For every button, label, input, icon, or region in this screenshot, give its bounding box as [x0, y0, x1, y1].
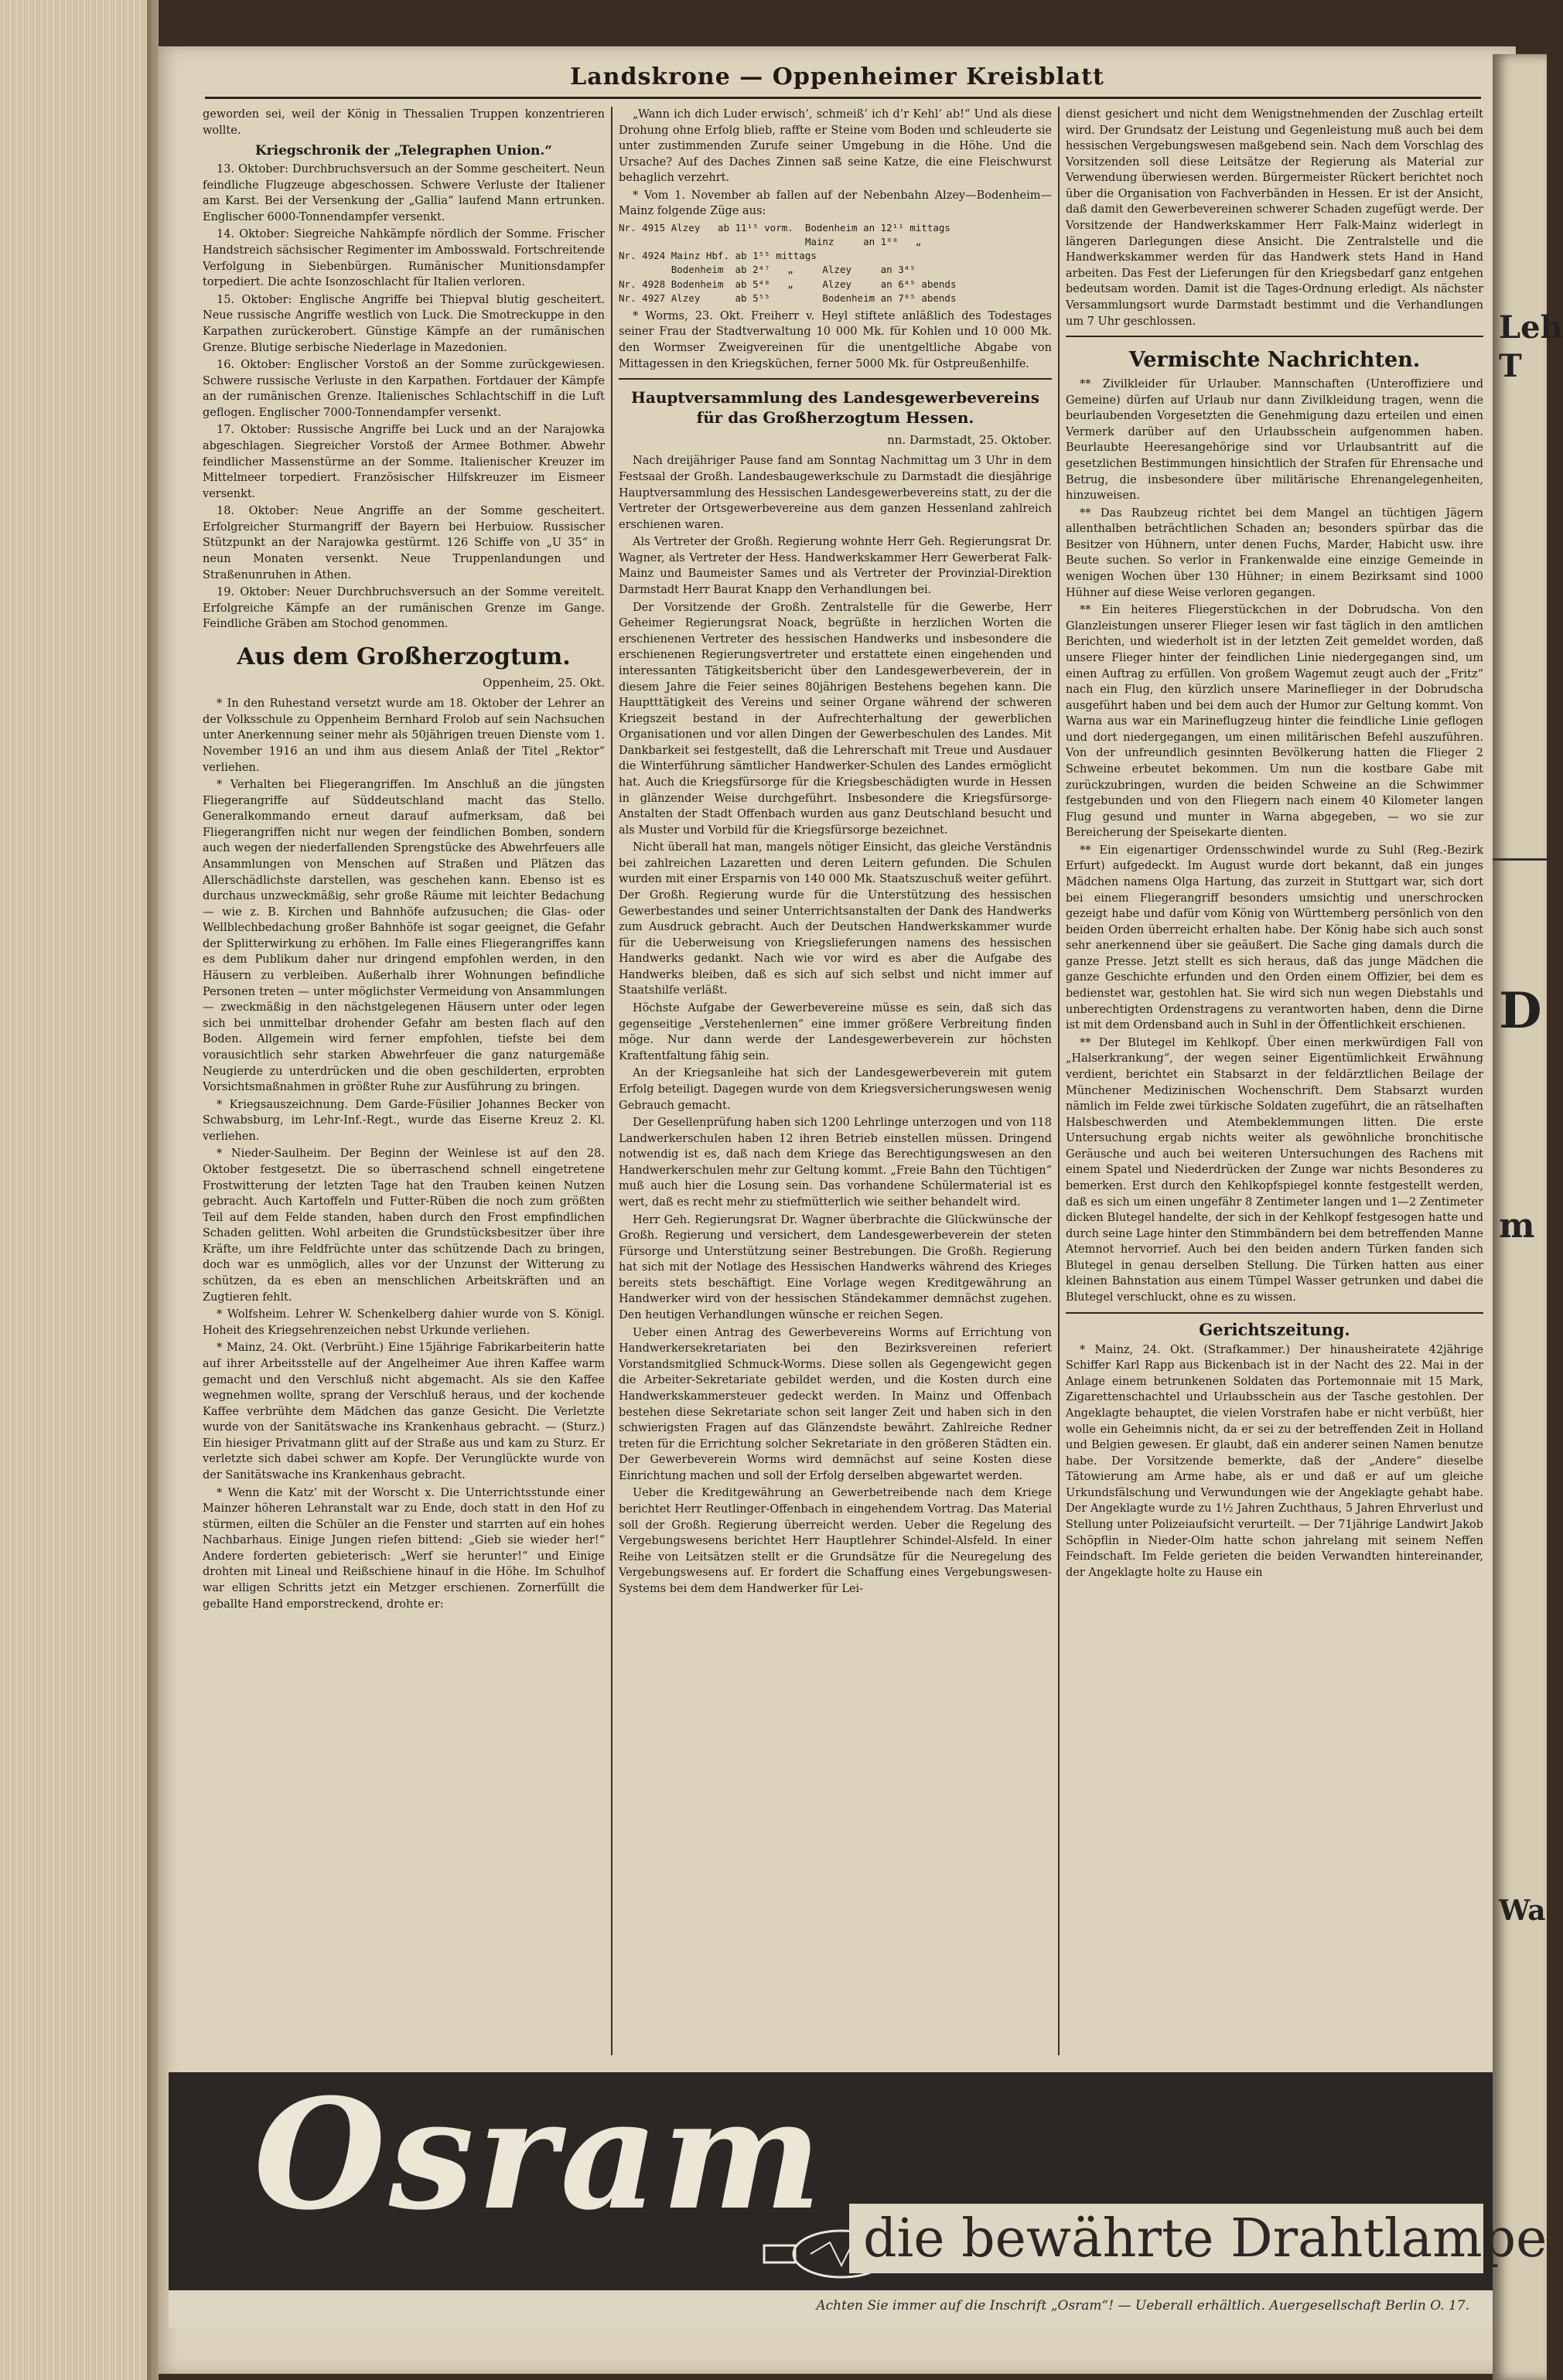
news-item: ** Ein heiteres Fliegerstückchen in der Dobrudscha. Von den Glanzleistungen unserer Flieger lesen wir fast täglich in den amtlichen Berichten, und wiederholt ist in der letzten Zeit gemeldet worden, daß unsere Flieger hinter der feindlichen Linie niedergegangen sind, um einen Auftrag zu erfüllen. Von großem Wagemut zeugt auch der „Fritz“ nach ein Flug, den kürzlich unsere Marineflieger in der Dobrudscha ausgeführt haben und bei dem auch der Humor zur Geltung kommt. Von Warna aus war ein Marineflugzeug hinter die feindliche Linie geflogen und dort niedergegangen, um einen militärischen Befehl auszuführen. Von der unfreundlich gesinnten Bevölkerung hatten die Flieger 2 Schweine erbeutet bekommen. Um nun die kostbare Gabe mit zurückzubringen, wurden die beiden Schweine an die Schwimmer festgebunden und von den Fliegern nach einem 40 Kilometer langen Flug gesund und munter in Warna abgegeben, — wo sie zur Bereicherung der Speisekarte dienten. [1066, 604, 1483, 840]
facing-fragment-5: Wa [1499, 1894, 1546, 1927]
column-1 [203, 107, 605, 1614]
col2-intro: * Vom 1. November ab fallen auf der Nebenbahn Alzey—Bodenheim—Mainz folgende Züge aus: [619, 189, 1052, 218]
news-item: * Kriegsauszeichnung. Dem Garde-Füsilier Johannes Becker von Schwabsburg, im Lehr-Inf.-Regt., wurde das Eiserne Kreuz 2. Kl. verliehen. [203, 1098, 605, 1143]
facing-page-fragment [1493, 54, 1563, 2380]
facing-fragment-1: Leh [1499, 309, 1563, 346]
kriegschronik-title: Kriegschronik der „Telegraphen Union.“ [254, 143, 553, 159]
column-divider [1058, 107, 1060, 2055]
chronik-entry: 13. Oktober: Durchbruchsversuch an der Somme gescheitert. Neun feindliche Flugzeuge abgeschossen. Schwere Verluste der Italiener am Karst. Bei der Versenkung der „Gallia“ laufend Mann ertrunken. Englischer 6000-Tonnendampfer versenkt. [203, 163, 605, 223]
ad-footer: Achten Sie immer auf die Inschrift „Osram“! — Ueberall erhältlich. Auergesellschaft Berlin O. 17. [816, 2298, 1469, 2314]
news-item: * Mainz, 24. Okt. (Strafkammer.) Der hinausheiratete 42jährige Schiffer Karl Rapp aus Bickenbach ist in der Nacht des 22. Mai in der Anlage einem betrunkenen Soldaten das Portemonnaie mit 15 Mark, Zigarettenschachtel und Urlaubsschein aus der Tasche gestohlen. Der Angeklagte behauptet, die vielen Vorstrafen habe er nicht verbüßt, hier wolle ein Geheimnis nicht, da er sei zu der betreffenden Zeit in Holland und Belgien gewesen. Er glaubt, daß ein anderer seinen Namen benutze habe. Der Vorsitzende bemerkte, daß der „Andere“ dieselbe Tätowierung am Arme habe, als er und daß er auf um gleiche Urkundsfälschung und Verwundungen wie der Angeklagte gehabt habe. Der Angeklagte wurde zu 1½ Jahren Zuchthaus, 5 Jahren Ehrverlust und Stellung unter Polizeiaufsicht verurteilt. — Der 71jährige Landwirt Jakob Schöpflin in Nieder-Olm hatte schon jahrelang mit seinem Neffen Feindschaft. Im Felde gerieten die beiden Verwandten hintereinander, der Angeklagte holte zu Hause ein [1066, 1343, 1483, 1579]
news-item: ** Das Raubzeug richtet bei dem Mangel an tüchtigen Jägern allenthalben beträchtlichen Schaden an; besonders spürbar das die Besitzer von Hühnern, unter denen Fuchs, Marder, Habicht usw. ihre Beute suchen. So verlor in Frankenwalde eine einzige Gemeinde in wenigen Wochen über 130 Hühner; in einem Bezirksamt sind 1000 Hühner auf diese Weise verloren gegangen. [1066, 506, 1483, 599]
column-divider [611, 107, 613, 2055]
ad-footer-box [169, 2290, 1493, 2327]
chronik-entry: 14. Oktober: Siegreiche Nahkämpfe nördlich der Somme. Frischer Handstreich sächsischer Regimenter im Ambosswald. Fortschreitende Verfolgung in Siebenbürgen. Rumänischer Munitionsdampfer torpediert. Die achte Isonzoschlacht für Italien verloren. [203, 228, 605, 289]
article-paragraph: Nicht überall hat man, mangels nötiger Einsicht, das gleiche Verständnis bei zahlreichen Lazaretten und deren Leitern gefunden. Die Schulen wurden mit einer Ersparnis von 140 000 Mk. Staatszuschuß weiter geführt. Der Großh. Regierung wurde für die Unterstützung des hessischen Gewerbestandes und seiner Unterrichtsanstalten der Dank des Handwerks zum Ausdruck gebracht. Auch der Deutschen Handwerkskammer wurde für die Ueberweisung von Kriegslieferungen namens des hessischen Handwerks gedankt. Nach wie vor wird es aber die Aufgabe des Handwerks bleiben, daß es sich auf sich selbst und nicht immer auf Staatshilfe verläßt. [619, 841, 1052, 997]
osram-advertisement [169, 2066, 1548, 2327]
article-paragraph: Herr Geh. Regierungsrat Dr. Wagner überbrachte die Glückwünsche der Großh. Regierung und versichert, dem Landesgewerbeverein der steten Fürsorge und Unterstützung seiner Bestrebungen. Die Großh. Regierung hat sich mit der Notlage des Hessischen Handwerks während des Krieges bereits stets beschäftigt. Eine Vorlage wegen Kreditgewährung an Handwerker wird von der hessischen Ständekammer demnächst zugehen. Den heutigen Verhandlungen wünsche er reichen Segen. [619, 1213, 1052, 1322]
news-item: ** Der Blutegel im Kehlkopf. Über einen merkwürdigen Fall von „Halserkrankung“, der wegen seiner Eigentümlichkeit Erwähnung verdient, berichtet ein Stabsarzt in der feldärztlichen Beilage der Münchener Medizinischen Wochenschrift. Dem Stabsarzt wurden nämlich im Felde zwei türkische Soldaten zugeführt, die an rätselhaften Halsbeschwerden und Atembeklemmungen litten. Die erste Untersuchung ergab nichts weiter als gewöhnliche bronchitische Geräusche und auch bei weiteren Untersuchungen des Rachens mit einem Spatel und Niederdrücken der Zunge war nichts Besonderes zu bemerken. Erst durch den Kehlkopfspiegel konnte festgestellt werden, daß es sich um einen ungefähr 8 Zentimeter langen und 1—2 Zentimeter dicken Blutegel handelte, der sich in der Kehlkopf festgesogen hatte und durch seine Lage hinter den Stimmbändern bei dem betreffenden Manne Atemnot hervorrief. Auch bei den beiden andern Türken fanden sich Blutegel in genau derselben Stellung. Die Türken hatten aus einer kleinen Bahnstation aus einem Tümpel Wasser getrunken und dabei die Blutegel verschluckt, ohne es zu wissen. [1066, 1036, 1483, 1304]
facing-fragment-2: T [1499, 348, 1522, 384]
gerichtszeitung-title: Gerichtszeitung. [1199, 1319, 1350, 1339]
masthead: Landskrone — Oppenheimer Kreisblatt [570, 63, 1104, 90]
news-item: ** Zivilkleider für Urlauber. Mannschaften (Unteroffiziere und Gemeine) dürfen auf Urlaub nur dann Zivilkleidung tragen, wenn die beurlaubenden Vorgesetzten die Genehmigung dazu erteilen und einen Vermerk darüber auf den Urlaubsschein aufgenommen haben. Beurlaubte Heeresangehörige sind vor Urlaubsantritt auf die gesetzlichen Bestimmungen hinsichtlich der Strafen für Ehrensache und Betrug, die insbesondere über militärische Ehrenangelegenheiten, hinzuweisen. [1066, 378, 1483, 503]
train-timetable: Nr. 4915 Alzey ab 11¹⁵ vorm. Bodenheim an 12¹¹ mittags Mainz an 1⁰⁰ „ Nr. 4924 Mainz Hbf. ab 1⁵⁵ mittags Bodenheim ab 2⁴⁷ „ Alzey an 3⁴⁵ Nr. 4928 Bodenheim ab 5⁴⁸ „ Alzey an 6⁴⁵ abends Nr. 4927 Alzey ab 5⁵⁵ Bodenheim an 7⁰⁵ abends [619, 222, 957, 304]
facing-fragment-4: m [1499, 1206, 1535, 1246]
news-item: * In den Ruhestand versetzt wurde am 18. Oktober der Lehrer an der Volksschule zu Oppenheim Bernhard Frolob auf sein Nachsuchen unter Anerkennung seiner mehr als 50jährigen treuen Dienste vom 1. November 1916 an und ihm aus diesem Anlaß der Titel „Rektor“ verliehen. [203, 697, 605, 774]
news-item: * Verhalten bei Fliegerangriffen. Im Anschluß an die jüngsten Fliegerangriffe auf Süddeutschland macht das Stello. Generalkommando erneut darauf aufmerksam, daß bei Fliegerangriffen nicht nur wegen der feindlichen Bomben, sondern auch wegen der niederfallenden Sprengstücke des Abwehrfeuers alle Ansammlungen von Menschen auf Straßen und Plätzen das Allerschädlichste darstellen, was geschehen kann. Ebenso ist es durchaus unzweckmäßig, sehr große Räume mit leichter Bedachung — wie z. B. Kirchen und Bahnhöfe aufzusuchen; die Glas- oder Wellblechbedachung großer Bahnhöfe ist sogar geeignet, die Gefahr der Splitterwirkung zu erhöhen. Im Falle eines Fliegerangriffes kann es dem Publikum daher nur dringend empfohlen werden, in den Häusern zu verbleiben. Außerhalb ihrer Wohnungen befindliche Personen treten — unter möglichster Vermeidung von Ansammlungen — zweckmäßig in den nächstgelegenen Häusern unter oder legen sich bei unmittelbar drohender Gefahr am besten flach auf den Boden. Allgemein wird ferner empfohlen, tiefste bei dem vorausichtlich sehr starken Abwehrfeuer die ganz naturgemäße Neugierde zu unterdrücken und die oben geschilderten, erprobten Vorsichtsmaßnahmen in größter Ruhe zur Ausführung zu bringen. [203, 779, 605, 1094]
article-paragraph: Nach dreijähriger Pause fand am Sonntag Nachmittag um 3 Uhr in dem Festsaal der Großh. Landesbaugewerkschule zu Darmstadt die diesjährige Hauptversammlung des Hessischen Landesgewerbevereins statt, zu der die Vertreter der Ortsgewerbevereine aus dem ganzen Hessenland zahlreich erschienen waren. [619, 455, 1052, 531]
article-paragraph: Ueber einen Antrag des Gewerbevereins Worms auf Errichtung von Handwerkersekretariaten bei den Bezirksvereinen referiert Vorstandsmitglied Schmuck-Worms. Diese sollen als Gegengewicht gegen die Arbeiter-Sekretariate gebildet werden, und die Kosten durch eine Handwerkskammersteuer gedeckt werden. In Mainz und Offenbach bestehen diese Sekretariate schon seit langer Zeit und haben sich in den schwierigsten Fragen auf das Glänzendste bewährt. Zahlreiche Redner treten für die Errichtung solcher Sekretariate in den größeren Städten ein. Der Gewerbeverein Worms wird demnächst auf seine Kosten diese Einrichtung machen und soll der Erfolg derselben abgewartet werden. [619, 1326, 1052, 1482]
news-item: ** Ein eigenartiger Ordensschwindel wurde zu Suhl (Reg.-Bezirk Erfurt) aufgedeckt. Im August wurde dort bekannt, daß ein junges Mädchen namens Olga Hartung, das zurzeit in Stuttgart war, sich dort bei einem Fliegerangriff besonders umsichtig und unerschrocken gezeigt habe und dafür vom König von Württemberg persönlich von den beiden Orden überreicht erhalten habe. Der König habe sich auch sonst sehr anerkennend über sie geäußert. Die Sache ging damals durch die ganze Presse. Jetzt stellt es sich heraus, daß das junge Mädchen die ganze Geschichte erfunden und den Orden einem Offizier, bei dem es bedienstet war, gestohlen hat. Sie wird sich nun wegen Diebstahls und unberechtigten Ordenstragens zu verantworten haben, denn die Dirne ist mit dem Ordensband auch in Suhl in der Öffentlichkeit erschienen. [1066, 844, 1483, 1032]
vermischte-nachrichten-title: Vermischte Nachrichten. [1128, 348, 1421, 373]
chronik-entry: 16. Oktober: Englischer Vorstoß an der Somme zurückgewiesen. Schwere russische Verluste in den Karpathen. Fortdauer der Kämpfe an der rumänischen Grenze. Italienisches Schlachtschiff in die Luft geflogen. Englischer 7000-Tonnendampfer versenkt. [203, 359, 605, 419]
chronik-entry: 18. Oktober: Neue Angriffe an der Somme gescheitert. Erfolgreicher Sturmangriff der Bayern bei Herbuiow. Russischer Stützpunkt an der Narajowka gestürmt. 126 Schiffe von „U 35“ in neun Monaten versenkt. Neue Truppenlandungen und Straßenunruhen in Athen. [203, 505, 605, 581]
chronik-entry: 19. Oktober: Neuer Durchbruchsversuch an der Somme vereitelt. Erfolgreiche Kämpfe an der rumänischen Grenze im Gange. Feindliche Gräben am Stochod genommen. [203, 586, 605, 631]
news-item: * Wenn die Katz’ mit der Worscht x. Die Unterrichtsstunde einer Mainzer höheren Lehranstalt war zu Ende, doch statt in den Hof zu stürmen, eilten die Schüler an die Fenster und starrten auf ein hohes Nachbarhaus. Einige Jungen riefen bittend: „Gieb sie wieder her!“ Andere forderten gebieterisch: „Werf sie herunter!“ und Einige drohten mit Lineal und Reißschiene hinauf in die Höhe. Im Schulhof war elligen Schritts jetzt ein Metzger erschienen. Zornerfüllt die geballte Hand emporstreckend, drohte er: [203, 1486, 605, 1611]
news-item: * Wolfsheim. Lehrer W. Schenkelberg dahier wurde von S. Königl. Hoheit des Kriegsehrenzeichen nebst Urkunde verliehen. [203, 1308, 605, 1337]
hauptversammlung-dateline: nn. Darmstadt, 25. Oktober. [887, 433, 1052, 448]
masthead-rule [205, 97, 1481, 99]
article-paragraph: An der Kriegsanleihe hat sich der Landesgewerbeverein mit gutem Erfolg beteiligt. Dagegen wurde von dem Kriegsversicherungswesen wenig Gebrauch gemacht. [619, 1067, 1052, 1112]
ad-slogan: die bewährte Drahtlampe [863, 2208, 1548, 2269]
chronik-entry: 15. Oktober: Englische Angriffe bei Thiepval blutig gescheitert. Neue russische Angriffe westlich von Luck. Die Smotreckuppe in den Karpathen zurückerobert. Günstige Kämpfe an der rumänischen Grenze. Blutige serbische Niederlage in Mazedonien. [203, 293, 605, 354]
article-paragraph: Der Gesellenprüfung haben sich 1200 Lehrlinge unterzogen und von 118 Landwerkerschulen haben 12 ihren Betrieb einstellen müssen. Dringend notwendig ist es, daß nach dem Kriege das Berechtigungswesen an den Handwerkerschulen mehr zur Geltung kommt. „Freie Bahn den Tüchtigen“ muß auch hier die Losung sein. Das vorhandene Schülermaterial ist es wert, daß es recht mehr zu stiefmütterlich wie seither behandelt wird. [619, 1117, 1052, 1209]
article-paragraph: Der Vorsitzende der Großh. Zentralstelle für die Gewerbe, Herr Geheimer Regierungsrat Noack, begrüßte in herzlichen Worten die erschienenen Vertreter des hessischen Handwerks und insbesondere die erschienenen Regierungsvertreter und erstattete einen eingehenden und interessanten Tätigkeitsbericht über den Landesgewerbeverein, der in diesem Jahre die Feier seines 80jährigen Bestehens begehen kann. Die Hauptttätigkeit des Vereins und seiner Organe während der schweren Kriegszeit bestand in der Aufrechterhaltung der gewerblichen Organisationen und vor allen Dingen der Gewerbeschulen des Landes. Mit Dankbarkeit sei festgestellt, daß die Lehrerschaft mit Treue und Ausdauer die Winterführung sämtlicher Handwerker-Schulen des Landes ermöglicht hat. Auch die Kriegsfürsorge für die Kriegsbeschädigten wurde in Hessen in glänzender Weise durchgeführt. Insbesondere die Kriegsfürsorge-Anstalten der Stadt Offenbach wurden aus ganz Deutschland besucht und als Muster und Vorbild für die Kriegsfürsorge bezeichnet. [619, 601, 1052, 837]
facing-fragment-3: D [1499, 982, 1542, 1040]
article-paragraph: Ueber die Kreditgewährung an Gewerbetreibende nach dem Kriege berichtet Herr Reutlinger-Offenbach in eingehendem Vortrag. Das Material soll der Großh. Regierung überreicht werden. Ueber die Regelung des Vergebungswesens berichtet Herr Hauptlehrer Schindel-Alsfeld. In einer Reihe von Leitsätzen stellt er die Grundsätze für die Neuregelung des Vergebungswesens auf. Er fordert die Schaffung eines Vergebungswesen-Systems bei dem dem Handwerker für Lei- [619, 1487, 1052, 1595]
ad-slogan-box [849, 2204, 1548, 2273]
grossherzogtum-title: Aus dem Großherzogtum. [237, 643, 571, 670]
col2-intro: „Wann ich dich Luder erwisch’, schmeiß’ ich d’r Kehl’ ab!“ Und als diese Drohung ohne Erfolg blieb, raffte er Steine vom Boden und schleuderte sie unter zustimmenden Zurufe seiner Umgebung in die Höhe. Und die Ursache? Auf des Daches Zinnen saß seine Katze, die eine Fleischwurst behaglich verzehrt. [619, 108, 1052, 185]
hauptversammlung-title: Hauptversammlung des Landesgewerbevereins für das Großherzogtum Hessen. [630, 388, 1040, 428]
ad-brand: Osram [254, 2066, 825, 2244]
col3-intro: dienst gesichert und nicht dem Wenigstnehmenden der Zuschlag erteilt wird. Der Grundsatz der Leistung und Gegenleistung muß auch bei dem hessischen Vergebungswesen maßgebend sein. Nach dem Vorschlag des Vorsitzenden soll diese Leitsätze der Regierung als Material zur Verwendung überwiesen werden. Bürgermeister Rückert berichtet noch über die Organisation von Fachverbänden in Hessen. Er ist der Ansicht, daß damit den Gewerbevereinen schwerer Schaden zugefügt werde. Der Vorsitzende der Handwerkskammer Herr Falk-Mainz widerlegt in längeren Darlegungen diese Ansicht. Die Zentralstelle und die Handwerkskammer werden für das Handwerk stets Hand in Hand arbeiten. Das Fest der Lieferungen für den Kriegsbedarf ganz entgehen bedeutsam worden. Damit ist die Tages-Ordnung erledigt. Als nächster Versammlungsort wurde Darmstadt bestimmt und die Verhandlungen um 7 Uhr geschlossen. [1066, 108, 1483, 328]
col1-intro: geworden sei, weil der König in Thessalien Truppen konzentrieren wollte. [203, 108, 605, 137]
column-3 [1066, 107, 1483, 1582]
column-2 [619, 107, 1052, 1598]
news-item: * Nieder-Saulheim. Der Beginn der Weinlese ist auf den 28. Oktober festgesetzt. Die so überraschend schnell eingetretene Frostwitterung der letzten Tage hat den Trauben keinen Nutzen gebracht. Auch Kartoffeln und Futter-Rüben die noch zum größten Teil auf dem Felde standen, haben durch den Frost empfindlichen Schaden gelitten. Wohl arbeiten die Grundstücksbesitzer über ihre Kräfte, um ihre Feldfrüchte unter das schützende Dach zu bringen, doch war es unmöglich, alles vor der Unzunst der Witterung zu schützen, da es eben an menschlichen Arbeitskräften und an Zugtieren fehlt. [203, 1147, 605, 1304]
book-page-edges [0, 0, 159, 2380]
chronik-entry: 17. Oktober: Russische Angriffe bei Luck und an der Narajowka abgeschlagen. Siegreicher Vorstoß der Armee Bothmer. Abwehr feindlicher Massenstürme an der Somme. Italienischer Kreuzer im Mittelmeer torpediert. Französischer Hilfskreuzer im Eismeer versenkt. [203, 424, 605, 500]
news-item: * Mainz, 24. Okt. (Verbrüht.) Eine 15jährige Fabrikarbeiterin hatte auf ihrer Arbeitsstelle auf der Angelheimer Aue ihren Kaffee warm gemacht und den Verschluß nicht abgemacht. Als sie den Kaffee wegnehmen wollte, sprang der Verschluß heraus, und der kochende Kaffee verbrühte dem Mädchen das ganze Gesicht. Die Verletzte wurde von der Sanitätswache ins Krankenhaus gebracht. — (Sturz.) Ein hiesiger Privatmann glitt auf der Straße aus und kam zu Sturz. Er verletzte sich dabei schwer am Kopfe. Der Verunglückte wurde von der Sanitätswache ins Krankenhaus gebracht. [203, 1342, 605, 1482]
grossherzogtum-dateline: Oppenheim, 25. Okt. [483, 675, 605, 690]
news-item: * Worms, 23. Okt. Freiherr v. Heyl stiftete anläßlich des Todestages seiner Frau der Stadtverwaltung 10 000 Mk. für Kohlen und 10 000 Mk. den Wormser Zweigvereinen für die unentgeltliche Abgabe von Mittagessen in den Kriegsküchen, ferner 5000 Mk. für Ostpreußenhilfe. [619, 309, 1052, 370]
article-paragraph: Höchste Aufgabe der Gewerbevereine müsse es sein, daß sich das gegenseitige „Verstehenlernen“ eine immer größere Verbreitung finden möge. Nur dann werde der Landesgewerbeverein zur höchsten Kraftentfaltung fähig sein. [619, 1002, 1052, 1062]
article-paragraph: Als Vertreter der Großh. Regierung wohnte Herr Geh. Regierungsrat Dr. Wagner, als Vertreter der Hess. Handwerkskammer Herr Gewerberat Falk-Mainz und Baumeister Sames und als Vertreter der Provinzial-Direktion Darmstadt Herr Baurat Knapp den Verhandlungen bei. [619, 536, 1052, 597]
